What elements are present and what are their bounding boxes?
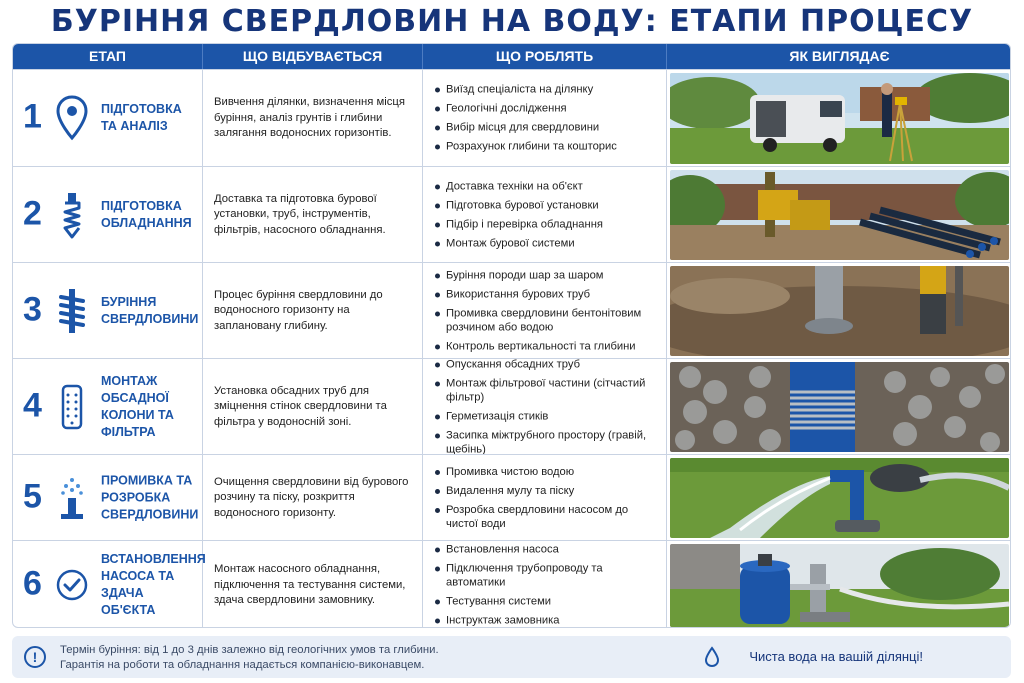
- list-item: Видалення мулу та піску: [433, 484, 660, 498]
- list-item: Встановлення насоса: [433, 543, 660, 557]
- filter-pipe-icon: [55, 383, 89, 431]
- actions-cell: [423, 455, 667, 540]
- list-item: Монтаж фільтрової частини (сітчастий фільтр): [433, 376, 660, 404]
- photo-cell: [667, 359, 1011, 454]
- exclamation-circle-icon: !: [24, 646, 46, 668]
- header-what-done: ЩО РОБЛЯТЬ: [423, 44, 667, 69]
- description-cell: [203, 541, 423, 628]
- list-item: Герметизація стиків: [433, 409, 660, 423]
- list-item: Підбір і перевірка обладнання: [433, 217, 660, 231]
- actions-list: [433, 460, 660, 536]
- casing-pipe-in-gravel-photo: [670, 362, 1009, 452]
- description-cell: [203, 70, 423, 166]
- table-row: [13, 262, 1010, 358]
- auger-icon: [55, 287, 89, 335]
- description-cell: [203, 167, 423, 262]
- water-flushing-photo: [670, 458, 1009, 538]
- stage-number: 5: [23, 477, 42, 516]
- footer-line-1: Термін буріння: від 1 до 3 днів залежно від геологічних умов та глибини.: [60, 644, 439, 656]
- photo-cell: [667, 263, 1011, 358]
- drill-bit-icon: [55, 191, 89, 239]
- stage-number: 1: [23, 97, 42, 136]
- stage-description: Вивчення ділянки, визначення місця буріння, аналіз грунтів і глибини залягання водоносних горизонтів.: [214, 95, 405, 139]
- pump-tank-installation-photo: [670, 544, 1009, 627]
- drilling-in-mud-photo: [670, 266, 1009, 356]
- list-item: Геологічні дослідження: [433, 102, 660, 116]
- stage-cell: [13, 263, 203, 358]
- location-pin-icon: [55, 94, 89, 142]
- list-item: Промивка чистою водою: [433, 465, 660, 479]
- footer-slogan: Чиста вода на вашій ділянці!: [749, 649, 923, 664]
- list-item: Інструктаж замовника: [433, 614, 660, 628]
- list-item: Засипка міжтрубного простору (гравій, щебінь): [433, 428, 660, 456]
- list-item: Використання бурових труб: [433, 287, 660, 301]
- photo-cell: [667, 455, 1011, 540]
- table-row: [13, 454, 1010, 540]
- table-row: [13, 166, 1010, 262]
- stage-cell: [13, 70, 203, 166]
- stage-number: 6: [23, 564, 42, 603]
- header-stage: ЕТАП: [13, 44, 203, 69]
- actions-list: [433, 538, 660, 629]
- list-item: Доставка техніки на об'єкт: [433, 179, 660, 193]
- footer-text: [60, 643, 439, 673]
- list-item: Опускання обсадних труб: [433, 357, 660, 371]
- stage-name: ПІДГОТОВКА ТА АНАЛІЗ: [101, 102, 182, 133]
- page-title: БУРІННЯ СВЕРДЛОВИН НА ВОДУ: ЕТАПИ ПРОЦЕСУ: [50, 4, 974, 39]
- checkmark-circle-icon: [55, 561, 89, 609]
- actions-cell: [423, 167, 667, 262]
- stage-name: МОНТАЖ ОБСАДНОЇ КОЛОНИ ТА ФІЛЬТРА: [101, 373, 174, 439]
- header-looks: ЯК ВИГЛЯДАЄ: [789, 48, 890, 64]
- water-fountain-icon: [55, 474, 89, 522]
- actions-list: [433, 263, 660, 358]
- stage-name: ВСТАНОВЛЕННЯ НАСОСА ТА ЗДАЧА ОБ'ЄКТА: [101, 552, 206, 617]
- actions-list: [433, 174, 660, 255]
- drilling-rig-and-pipes-photo: [670, 170, 1009, 260]
- list-item: Підготовка бурової установки: [433, 198, 660, 212]
- photo-cell: [667, 167, 1011, 262]
- footer-line-2: Гарантія на роботи та обладнання надається компанією-виконавцем.: [60, 659, 425, 671]
- list-item: Промивка свердловини бентонітовим розчином або водою: [433, 306, 660, 334]
- actions-cell: [423, 263, 667, 358]
- table-row: [13, 358, 1010, 454]
- header-what-happens: ЩО ВІДБУВАЄТЬСЯ: [203, 44, 423, 69]
- stage-name: ПІДГОТОВКА ОБЛАДНАННЯ: [101, 198, 192, 230]
- actions-cell: [423, 70, 667, 166]
- stage-number: 4: [23, 386, 42, 425]
- stage-description: Доставка та підготовка бурової установки, труб, інструментів, фільтрів, насосного обладнання.: [214, 192, 386, 236]
- stage-number: 3: [23, 290, 42, 329]
- stage-cell: [13, 541, 206, 628]
- list-item: Розрахунок глибини та кошторис: [433, 140, 660, 154]
- stage-description: Установка обсадних труб для зміцнення стінок свердловини та фільтра у водоносній зоні.: [214, 384, 387, 428]
- process-table: [12, 43, 1011, 628]
- surveyor-with-van-photo: [670, 73, 1009, 164]
- actions-cell: [423, 359, 667, 454]
- stage-number: 2: [23, 194, 42, 233]
- water-drop-icon: [703, 646, 721, 668]
- table-row: [13, 540, 1010, 628]
- stage-cell: [13, 359, 203, 454]
- table-row: [13, 69, 1010, 166]
- stage-cell: [13, 455, 203, 540]
- stage-description: Процес буріння свердловини до водоносного горизонту на заплановану глибину.: [214, 288, 383, 332]
- list-item: Підключення трубопроводу та автоматики: [433, 562, 660, 590]
- actions-list: [433, 78, 660, 159]
- list-item: Розробка свердловини насосом до чистої води: [433, 503, 660, 531]
- photo-cell: [667, 541, 1011, 628]
- stage-cell: [13, 167, 203, 262]
- list-item: Контроль вертикальності та глибини: [433, 339, 660, 353]
- actions-cell: [423, 541, 667, 628]
- list-item: Монтаж бурової системи: [433, 236, 660, 250]
- description-cell: [203, 359, 423, 454]
- description-cell: [203, 455, 423, 540]
- stage-name: ПРОМИВКА ТА РОЗРОБКА СВЕРДЛОВИНИ: [101, 473, 199, 521]
- stage-name: БУРІННЯ СВЕРДЛОВИНИ: [101, 294, 199, 326]
- table-header: [13, 44, 1010, 69]
- list-item: Вибір місця для свердловини: [433, 121, 660, 135]
- stage-description: Очищення свердловини від бурового розчину та піску, розкриття водоносного горизонту.: [214, 475, 409, 519]
- description-cell: [203, 263, 423, 358]
- stage-description: Монтаж насосного обладнання, підключення та тестування системи, здача свердловини замовнику.: [214, 562, 406, 606]
- actions-list: [433, 352, 660, 461]
- list-item: Буріння породи шар за шаром: [433, 268, 660, 282]
- list-item: Виїзд спеціаліста на ділянку: [433, 83, 660, 97]
- footer-note: [12, 636, 1011, 678]
- list-item: Тестування системи: [433, 595, 660, 609]
- photo-cell: [667, 70, 1011, 166]
